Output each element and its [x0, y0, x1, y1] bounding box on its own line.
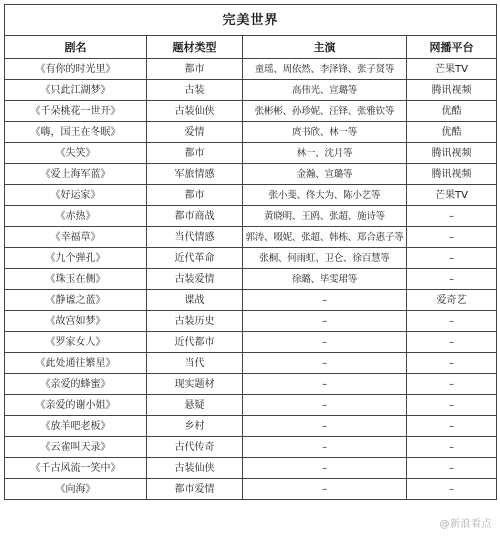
table-body: [5, 59, 497, 500]
header-platform: 网播平台: [407, 36, 497, 59]
cast-cell: 郭涛、啜妮、张超、韩栋、郑合惠子等: [243, 227, 407, 248]
genre-cell: 近代革命: [147, 248, 243, 269]
cast-cell: 黄晓明、王鸥、张超、施诗等: [243, 206, 407, 227]
table-row: [5, 164, 497, 185]
drama-name-cell: 《放羊吧老板》: [5, 416, 147, 437]
platform-cell: –: [407, 395, 497, 416]
genre-cell: 古装爱情: [147, 269, 243, 290]
table-title: 完美世界: [5, 5, 497, 36]
genre-cell: 当代: [147, 353, 243, 374]
table-row: [5, 290, 497, 311]
table-row: [5, 269, 497, 290]
drama-name-cell: 《有你的时光里》: [5, 59, 147, 80]
drama-table: [4, 4, 497, 500]
drama-name-cell: 《只此江湖梦》: [5, 80, 147, 101]
genre-cell: 乡村: [147, 416, 243, 437]
platform-cell: –: [407, 332, 497, 353]
table-row: [5, 122, 497, 143]
platform-cell: 优酷: [407, 122, 497, 143]
genre-cell: 古装仙侠: [147, 458, 243, 479]
drama-name-cell: 《此处通往繁星》: [5, 353, 147, 374]
platform-cell: 腾讯视频: [407, 164, 497, 185]
platform-cell: –: [407, 353, 497, 374]
table-row: [5, 248, 497, 269]
genre-cell: 都市爱情: [147, 479, 243, 500]
genre-cell: 古装: [147, 80, 243, 101]
table-row: [5, 479, 497, 500]
platform-cell: 腾讯视频: [407, 80, 497, 101]
genre-cell: 都市: [147, 143, 243, 164]
table-row: [5, 80, 497, 101]
table-row: [5, 416, 497, 437]
cast-cell: 金瀚、宣璐等: [243, 164, 407, 185]
platform-cell: –: [407, 374, 497, 395]
drama-name-cell: 《珠玉在侧》: [5, 269, 147, 290]
drama-name-cell: 《亲爱的蜂蜜》: [5, 374, 147, 395]
cast-cell: –: [243, 332, 407, 353]
platform-cell: 芒果TV: [407, 59, 497, 80]
cast-cell: 张桐、何雨虹、卫仑、徐百慧等: [243, 248, 407, 269]
table-row: [5, 353, 497, 374]
cast-cell: –: [243, 353, 407, 374]
platform-cell: –: [407, 479, 497, 500]
genre-cell: 古代传奇: [147, 437, 243, 458]
cast-cell: 徐璐、毕雯珺等: [243, 269, 407, 290]
cast-cell: 庹书欣、林一等: [243, 122, 407, 143]
cast-cell: 张小斐、佟大为、陈小艺等: [243, 185, 407, 206]
cast-cell: 高伟光、宣璐等: [243, 80, 407, 101]
drama-name-cell: 《向海》: [5, 479, 147, 500]
genre-cell: 当代情感: [147, 227, 243, 248]
drama-name-cell: 《嗨，国王在冬眠》: [5, 122, 147, 143]
table-row: [5, 143, 497, 164]
drama-name-cell: 《亲爱的谢小姐》: [5, 395, 147, 416]
header-row: [5, 36, 497, 59]
cast-cell: –: [243, 311, 407, 332]
genre-cell: 现实题材: [147, 374, 243, 395]
platform-cell: –: [407, 437, 497, 458]
platform-cell: 腾讯视频: [407, 143, 497, 164]
table-row: [5, 227, 497, 248]
cast-cell: 童瑶、周依然、李泽锋、张子贤等: [243, 59, 407, 80]
drama-name-cell: 《赤热》: [5, 206, 147, 227]
platform-cell: –: [407, 416, 497, 437]
cast-cell: –: [243, 437, 407, 458]
drama-name-cell: 《云雀叫天录》: [5, 437, 147, 458]
platform-cell: 优酷: [407, 101, 497, 122]
genre-cell: 古装历史: [147, 311, 243, 332]
platform-cell: 芒果TV: [407, 185, 497, 206]
platform-cell: –: [407, 311, 497, 332]
drama-name-cell: 《九个弹孔》: [5, 248, 147, 269]
drama-name-cell: 《千古风流一笑中》: [5, 458, 147, 479]
cast-cell: –: [243, 458, 407, 479]
genre-cell: 悬疑: [147, 395, 243, 416]
table-row: [5, 311, 497, 332]
drama-name-cell: 《千朵桃花一世开》: [5, 101, 147, 122]
genre-cell: 都市商战: [147, 206, 243, 227]
cast-cell: –: [243, 395, 407, 416]
drama-name-cell: 《好运家》: [5, 185, 147, 206]
drama-name-cell: 《静谧之蓝》: [5, 290, 147, 311]
drama-name-cell: 《故宫如梦》: [5, 311, 147, 332]
platform-cell: –: [407, 206, 497, 227]
genre-cell: 古装仙侠: [147, 101, 243, 122]
genre-cell: 爱情: [147, 122, 243, 143]
genre-cell: 近代都市: [147, 332, 243, 353]
cast-cell: 林一、沈月等: [243, 143, 407, 164]
table-row: [5, 101, 497, 122]
table-row: [5, 332, 497, 353]
genre-cell: 都市: [147, 59, 243, 80]
table-row: [5, 395, 497, 416]
table-row: [5, 437, 497, 458]
table-row: [5, 206, 497, 227]
cast-cell: –: [243, 374, 407, 395]
cast-cell: –: [243, 290, 407, 311]
header-cast: 主演: [243, 36, 407, 59]
header-drama-name: 剧名: [5, 36, 147, 59]
platform-cell: –: [407, 458, 497, 479]
drama-name-cell: 《失笑》: [5, 143, 147, 164]
table-row: [5, 374, 497, 395]
drama-name-cell: 《罗家女人》: [5, 332, 147, 353]
drama-name-cell: 《幸福草》: [5, 227, 147, 248]
platform-cell: –: [407, 227, 497, 248]
genre-cell: 军旅情感: [147, 164, 243, 185]
table-row: [5, 59, 497, 80]
table-row: [5, 458, 497, 479]
platform-cell: –: [407, 269, 497, 290]
genre-cell: 都市: [147, 185, 243, 206]
cast-cell: –: [243, 416, 407, 437]
watermark: @新浪看点: [439, 519, 492, 530]
drama-name-cell: 《爱上海军蓝》: [5, 164, 147, 185]
header-genre: 题材类型: [147, 36, 243, 59]
platform-cell: 爱奇艺: [407, 290, 497, 311]
cast-cell: 张彬彬、孙珍妮、汪铎、张雅钦等: [243, 101, 407, 122]
table-row: [5, 185, 497, 206]
genre-cell: 谍战: [147, 290, 243, 311]
cast-cell: –: [243, 479, 407, 500]
platform-cell: –: [407, 248, 497, 269]
